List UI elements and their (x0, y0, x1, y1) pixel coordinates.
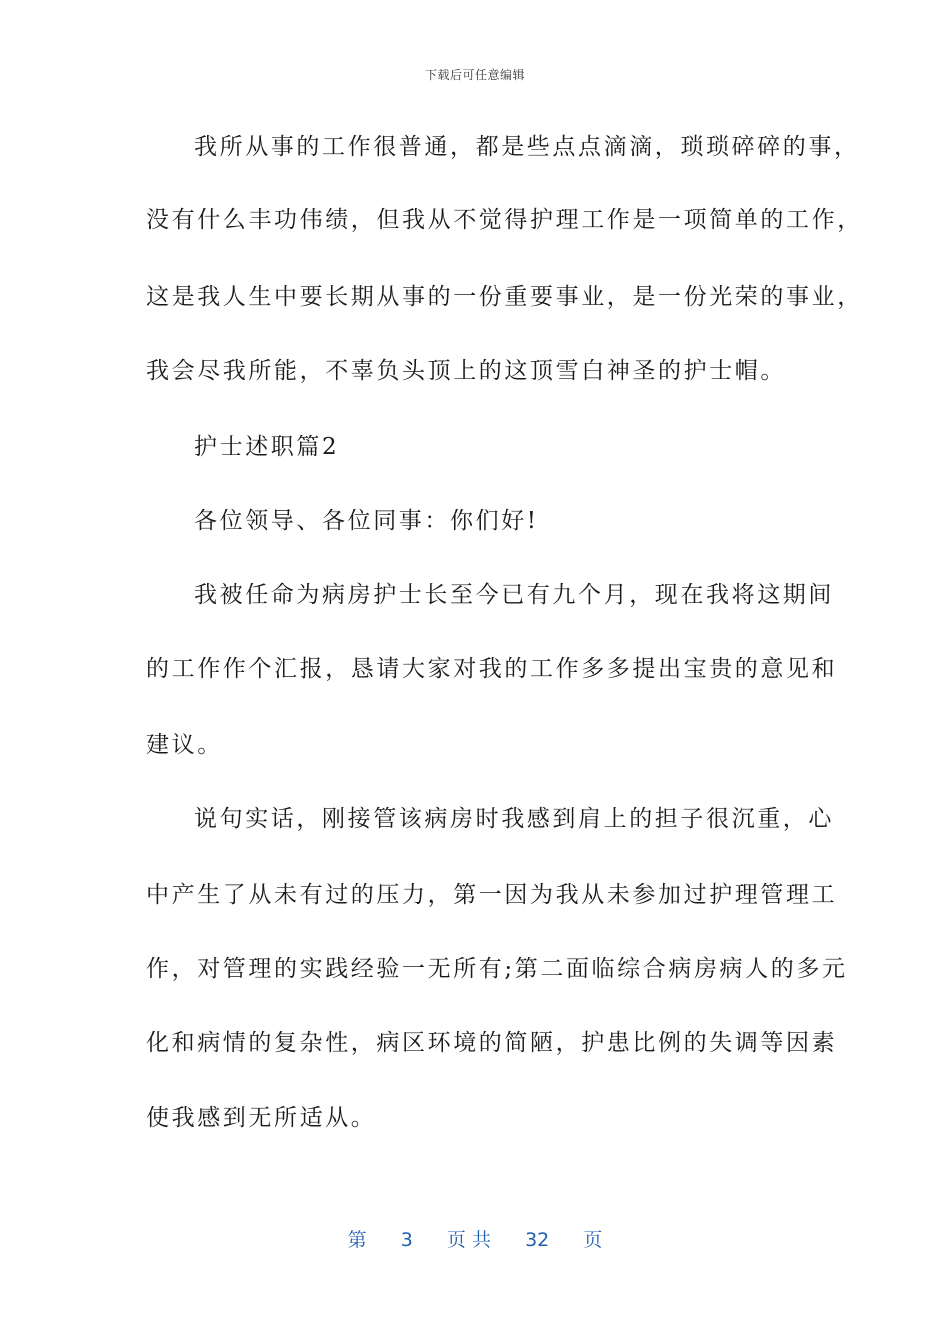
paragraph-line: 这是我人生中要长期从事的一份重要事业，是一份光荣的事业， (146, 284, 863, 310)
page-prefix: 第 (347, 1229, 367, 1251)
paragraph-line: 使我感到无所适从。 (146, 1105, 377, 1131)
page-middle-text: 页 共 (446, 1229, 491, 1251)
section-heading: 护士述职篇2 (194, 434, 340, 460)
header-note: 下载后可任意编辑 (424, 68, 525, 82)
paragraph-line: 中产生了从未有过的压力，第一因为我从未参加过护理管理工 (146, 882, 838, 908)
salutation-line: 各位领导、各位同事：你们好! (194, 508, 539, 534)
total-pages-number: 32 (525, 1229, 550, 1251)
paragraph-line: 说句实话，刚接管该病房时我感到肩上的担子很沉重，心 (194, 806, 834, 832)
paragraph-line: 没有什么丰功伟绩，但我从不觉得护理工作是一项简单的工作， (146, 207, 863, 233)
paragraph-line: 化和病情的复杂性，病区环境的简陋，护患比例的失调等因素 (146, 1030, 838, 1056)
current-page-number: 3 (400, 1229, 413, 1251)
page-suffix: 页 (583, 1229, 603, 1251)
paragraph-line: 的工作作个汇报，恳请大家对我的工作多多提出宝贵的意见和 (146, 656, 838, 682)
paragraph-line: 作，对管理的实践经验一无所有;第二面临综合病房病人的多元 (146, 956, 848, 982)
page-number-footer (0, 1225, 950, 1252)
paragraph-line: 我所从事的工作很普通，都是些点点滴滴，琐琐碎碎的事， (194, 134, 860, 160)
paragraph-line: 我会尽我所能，不辜负头顶上的这顶雪白神圣的护士帽。 (146, 358, 786, 384)
paragraph-line: 建议。 (146, 732, 223, 758)
paragraph-line: 我被任命为病房护士长至今已有九个月，现在我将这期间 (194, 582, 834, 608)
